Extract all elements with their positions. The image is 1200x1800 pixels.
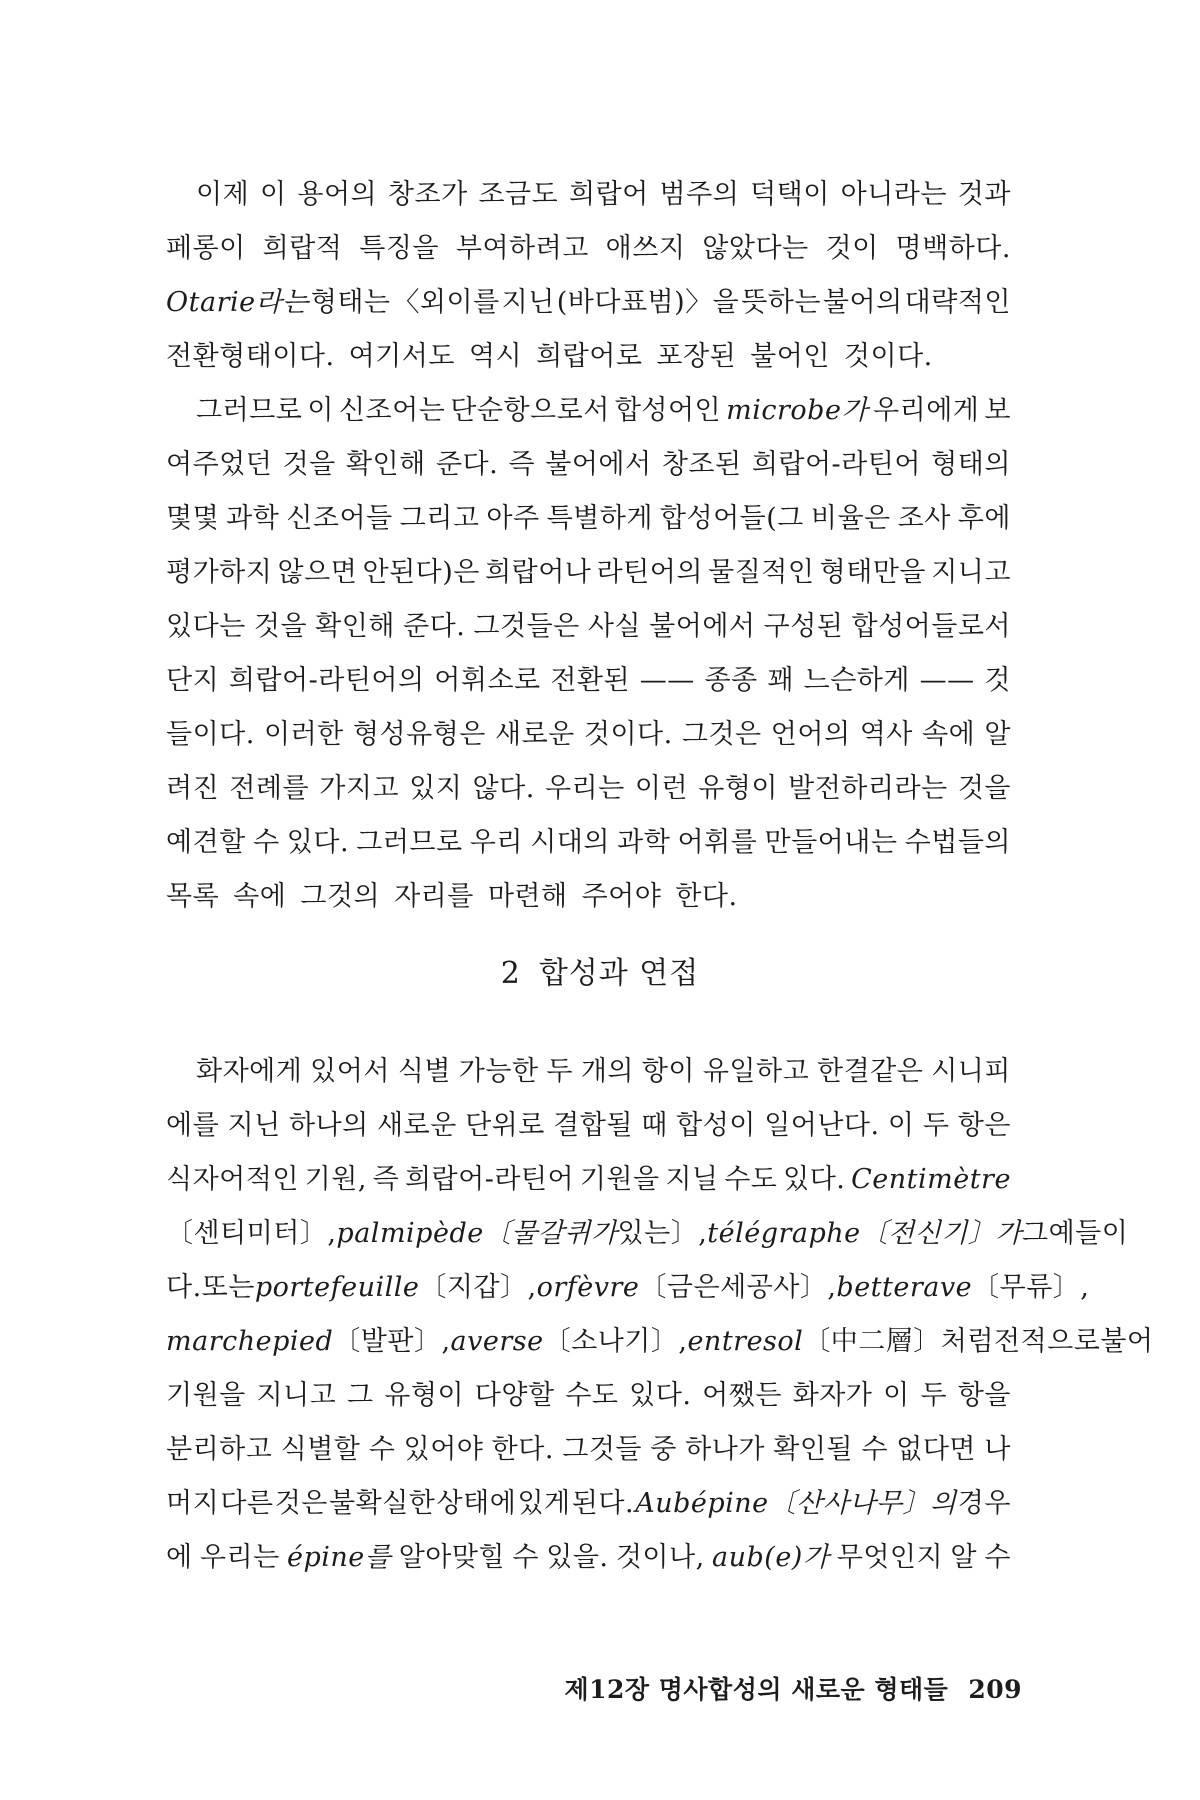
- text-line: [166, 762, 1011, 816]
- word: 예견할: [166, 827, 246, 858]
- word: 들이다.: [166, 719, 255, 750]
- word: 지닌: [501, 287, 555, 318]
- word: 희랍어: [569, 179, 649, 210]
- word: 자리를: [394, 881, 474, 912]
- word: 평가하지: [166, 557, 273, 588]
- word: 형태만을: [819, 557, 926, 588]
- word: 지니고: [256, 1380, 337, 1411]
- word: 부여하려고: [455, 233, 589, 264]
- word: 속에: [922, 719, 976, 750]
- word: 형성유형은: [352, 719, 486, 750]
- word: 것이다.: [843, 341, 933, 372]
- word: 이: [307, 395, 334, 426]
- word: entresol: [687, 1326, 804, 1357]
- word: 목록: [166, 881, 220, 912]
- word: 수: [861, 1434, 888, 1465]
- word: 아니라는: [840, 179, 947, 210]
- word: 〈외이를: [392, 287, 500, 318]
- word: 합성어인: [614, 395, 722, 426]
- word: 〔센티미터〕,: [166, 1218, 337, 1249]
- word: 시니피: [931, 1056, 1011, 1087]
- word: 사실: [587, 611, 642, 642]
- word: 합성이: [676, 1110, 756, 1141]
- word: 불어의: [822, 287, 903, 318]
- word: 신조어는: [338, 395, 446, 426]
- word: 그: [1022, 1218, 1049, 1249]
- word: 새로운: [377, 1110, 457, 1141]
- word: 그것의: [300, 881, 381, 912]
- word: 있어야: [403, 1434, 484, 1465]
- word: 알아맞힐: [398, 1542, 506, 1573]
- text-line: [166, 600, 1011, 654]
- word: 있다.: [629, 1380, 692, 1411]
- word: 수: [368, 1434, 396, 1465]
- word: 수: [252, 827, 280, 858]
- word: 두: [920, 1380, 948, 1411]
- word: 그것들: [562, 1434, 642, 1465]
- word: 유일하고: [702, 1056, 810, 1087]
- word: 특별하게: [546, 503, 653, 534]
- word: 것을: [957, 773, 1011, 804]
- section-number: 2: [500, 956, 521, 991]
- text-line: [166, 1261, 1090, 1315]
- word: 그리고: [399, 503, 480, 534]
- chapter-title: 제12장 명사합성의 새로운 형태들: [564, 1675, 949, 1704]
- text-line: [166, 384, 1011, 438]
- page-number: 209: [968, 1675, 1022, 1704]
- word: 수도: [724, 1164, 778, 1195]
- word: 〔지갑〕,: [419, 1272, 537, 1303]
- word: 에: [166, 1542, 193, 1573]
- word: 지니고: [931, 557, 1011, 588]
- word: 후에: [957, 503, 1011, 534]
- word: 경우: [957, 1488, 1011, 1519]
- word: 형태는: [310, 287, 391, 318]
- word: Otarie라는: [166, 287, 309, 318]
- word: 것이다.: [583, 719, 673, 750]
- word: orfèvre: [536, 1272, 640, 1303]
- word: 특징을: [359, 233, 439, 264]
- word: 조사: [897, 503, 951, 534]
- word: 개의: [580, 1056, 634, 1087]
- word: 지닐: [665, 1164, 719, 1195]
- word: 수도: [565, 1380, 619, 1411]
- text-line: [166, 1045, 1011, 1099]
- word: 일어난다.: [764, 1110, 880, 1141]
- text-line: [166, 546, 1011, 600]
- word: 머지: [166, 1488, 220, 1519]
- word: 것: [984, 665, 1011, 696]
- word: 있다는: [166, 611, 246, 642]
- word: 에를: [166, 1110, 220, 1141]
- word: 단지: [166, 665, 220, 696]
- word: 하나의: [288, 1110, 369, 1141]
- word: 이: [887, 1110, 915, 1141]
- section-heading: [0, 948, 1200, 992]
- word: 전례를: [229, 773, 310, 804]
- word: 있는〕,: [617, 1218, 708, 1249]
- word: 기원을: [579, 1164, 660, 1195]
- word: 만들어내는: [764, 827, 898, 858]
- word: 무엇인지: [836, 1542, 944, 1573]
- word: betterave: [836, 1272, 973, 1303]
- word: 분리하고: [166, 1434, 273, 1465]
- word: 과학: [226, 503, 280, 534]
- word: 라틴어의: [596, 557, 703, 588]
- word: 것은: [274, 1488, 328, 1519]
- word: 화자가: [792, 1380, 873, 1411]
- word: averse: [450, 1326, 544, 1357]
- word: 식자어적인: [166, 1164, 299, 1195]
- word: 단위로: [465, 1110, 545, 1141]
- word: aub(e)가: [712, 1542, 830, 1573]
- word: 식별할: [280, 1434, 361, 1465]
- text-line: [166, 1531, 1011, 1585]
- word: 것이: [825, 233, 879, 264]
- word: 불어에서: [649, 611, 756, 642]
- word: (바다표범)〉을: [556, 287, 740, 318]
- word: 안된다)은: [362, 557, 480, 588]
- word: 어휘를: [677, 827, 758, 858]
- word: 화자에게: [196, 1056, 303, 1087]
- word: 기원을: [166, 1380, 246, 1411]
- word: 상태에: [436, 1488, 517, 1519]
- word: portefeuille: [254, 1272, 420, 1303]
- word: 다양할: [474, 1380, 555, 1411]
- section-title: 합성과 연접: [538, 956, 700, 991]
- word: 그것은: [681, 719, 762, 750]
- word: 이러한: [264, 719, 344, 750]
- word: 항을: [957, 1380, 1011, 1411]
- word: 항이: [641, 1056, 695, 1087]
- word: 기원,: [304, 1164, 367, 1195]
- word: télégraphe〔전신기〕가: [707, 1218, 1022, 1249]
- word: 희랍어-라틴어의: [228, 665, 425, 696]
- paragraph-block-2: [166, 1045, 1154, 1585]
- word: 단순항으로서: [450, 395, 610, 426]
- word: 페롱이: [166, 233, 246, 264]
- word: 〔금은: [639, 1272, 721, 1303]
- word: 않았다는: [702, 233, 809, 264]
- word: 그러므로: [196, 395, 303, 426]
- word: 명백하다.: [895, 233, 1011, 264]
- word: 이: [259, 179, 287, 210]
- word: 다른: [220, 1488, 274, 1519]
- word: 비율은: [810, 503, 891, 534]
- word: 있다.: [783, 1164, 846, 1195]
- text-line: [166, 438, 1011, 492]
- word: 수: [512, 1542, 539, 1573]
- text-line: [166, 222, 1011, 276]
- word: 종종: [704, 665, 758, 696]
- word: 발전하리라는: [788, 773, 948, 804]
- paragraph-block-1: [166, 168, 1011, 924]
- text-line: [166, 1423, 1011, 1477]
- word: 가지고: [319, 773, 400, 804]
- word: marchepied: [166, 1326, 334, 1357]
- word: 않다.: [472, 773, 535, 804]
- word: 창조가: [387, 179, 468, 210]
- word: 식별: [397, 1056, 451, 1087]
- word: 그러므로: [356, 827, 463, 858]
- word: 불확실한: [329, 1488, 436, 1519]
- text-line: [166, 1207, 1129, 1261]
- word: 희랍적: [262, 233, 343, 264]
- word: 우리는: [544, 773, 625, 804]
- word: 항은: [957, 1110, 1011, 1141]
- word: ——: [919, 665, 975, 696]
- word: 확인해: [345, 449, 426, 480]
- word: 중: [650, 1434, 677, 1465]
- word: 여기서도: [348, 341, 455, 372]
- word: 애쓰지: [605, 233, 686, 264]
- word: 역시: [468, 341, 523, 372]
- word: 려진: [166, 773, 220, 804]
- text-line: [166, 1099, 1011, 1153]
- text-line: [166, 870, 1011, 924]
- word: 우리: [469, 827, 523, 858]
- word: 창조된: [661, 449, 742, 480]
- word: 유형이: [384, 1380, 465, 1411]
- word: 가능한: [458, 1056, 539, 1087]
- word: 과학: [617, 827, 671, 858]
- word: Centimètre: [851, 1164, 1011, 1195]
- word: 이: [883, 1380, 910, 1411]
- word: 이런: [634, 773, 689, 804]
- word: 있다.: [286, 827, 350, 858]
- word: 어휘소로: [434, 665, 541, 696]
- word: 것을: [253, 611, 308, 642]
- word: 희랍어나: [485, 557, 592, 588]
- word: 언어의: [770, 719, 851, 750]
- word: 대략적인: [904, 287, 1011, 318]
- word: 또는: [201, 1272, 255, 1303]
- word: 포장된: [656, 341, 737, 372]
- word: 세공사〕,: [720, 1272, 837, 1303]
- text-line: [166, 168, 1011, 222]
- word: Aubépine〔산사나무〕의: [635, 1488, 957, 1519]
- text-line: [166, 276, 1011, 330]
- word: 예들이: [1048, 1218, 1129, 1249]
- word: 느슨하게: [803, 665, 910, 696]
- word: 다.: [166, 1272, 202, 1303]
- word: 몇몇: [166, 503, 220, 534]
- word: 알: [984, 719, 1011, 750]
- word: 이제: [196, 179, 250, 210]
- word: 것을: [282, 449, 336, 480]
- word: 것과: [957, 179, 1011, 210]
- word: 것이나,: [615, 1542, 705, 1573]
- word: 우리에게: [873, 395, 980, 426]
- word: 유형이: [698, 773, 778, 804]
- word: 어쨌든: [702, 1380, 782, 1411]
- word: 그: [346, 1380, 374, 1411]
- word: 준다.: [435, 449, 499, 480]
- word: 수법들의: [904, 827, 1011, 858]
- word: 구성된: [763, 611, 844, 642]
- word: 있게: [517, 1488, 571, 1519]
- word: 준다.: [403, 611, 466, 642]
- word: 새로운: [494, 719, 575, 750]
- text-line: [166, 654, 1011, 708]
- word: 전적으로: [993, 1326, 1101, 1357]
- word: 신조어들: [286, 503, 393, 534]
- word: palmipède〔물갈퀴가: [336, 1218, 618, 1249]
- word: 희랍어로: [536, 341, 643, 372]
- word: 합성어들(그: [659, 503, 804, 534]
- word: 〔中二層〕처럼: [803, 1326, 994, 1357]
- text-line: [166, 1153, 1011, 1207]
- word: 있을.: [546, 1542, 609, 1573]
- word: 우리는: [199, 1542, 280, 1573]
- word: 수: [984, 1542, 1011, 1573]
- word: 때: [641, 1110, 668, 1141]
- word: 형태의: [931, 449, 1011, 480]
- word: 한다.: [491, 1434, 554, 1465]
- word: 그것들은: [473, 611, 580, 642]
- word: microbe가: [726, 395, 869, 426]
- word: 두: [546, 1056, 573, 1087]
- word: 된다.: [571, 1488, 635, 1519]
- word: 범주의: [659, 179, 740, 210]
- word: 불어인: [750, 341, 830, 372]
- word: 불어에서: [545, 449, 652, 480]
- word: épine를: [287, 1542, 392, 1573]
- text-line: [166, 708, 1011, 762]
- word: 알: [950, 1542, 977, 1573]
- word: 조금도: [478, 179, 559, 210]
- word: 뜻하는: [741, 287, 821, 318]
- word: 결합될: [553, 1110, 633, 1141]
- word: 주어야: [581, 881, 662, 912]
- word: 〔발판〕,: [333, 1326, 451, 1357]
- word: 희랍어-라틴어: [404, 1164, 575, 1195]
- word: 전환형태이다.: [166, 341, 335, 372]
- word: 지닌: [227, 1110, 281, 1141]
- word: 불어: [1100, 1326, 1154, 1357]
- text-line: [166, 1315, 1154, 1369]
- word: 즉: [508, 449, 536, 480]
- word: 한다.: [675, 881, 738, 912]
- word: 있어서: [310, 1056, 390, 1087]
- word: 시대의: [530, 827, 610, 858]
- word: 확인될: [773, 1434, 854, 1465]
- word: 덕택이: [750, 179, 830, 210]
- word: 꽤: [767, 665, 794, 696]
- word: 아주: [486, 503, 540, 534]
- word: 〔소나기〕,: [543, 1326, 688, 1357]
- word: 물질적인: [708, 557, 815, 588]
- word: 않으면: [277, 557, 358, 588]
- running-footer: [564, 1670, 1022, 1706]
- word: 하나가: [685, 1434, 765, 1465]
- word: 마련해: [487, 881, 568, 912]
- text-line: [166, 330, 1011, 384]
- word: 나: [984, 1434, 1011, 1465]
- word: 한결같은: [817, 1056, 924, 1087]
- word: 합성어들로서: [851, 611, 1011, 642]
- word: 희랍어-라틴어: [751, 449, 921, 480]
- word: ——: [639, 665, 695, 696]
- text-line: [166, 492, 1011, 546]
- word: 전환된: [550, 665, 631, 696]
- word: 역사: [859, 719, 913, 750]
- word: 있지: [409, 773, 463, 804]
- word: 즉: [372, 1164, 400, 1195]
- word: 〔무류〕,: [972, 1272, 1090, 1303]
- text-line: [166, 816, 1011, 870]
- word: 확인해: [315, 611, 395, 642]
- word: 두: [922, 1110, 950, 1141]
- word: 보: [984, 395, 1011, 426]
- word: 여주었던: [166, 449, 273, 480]
- word: 없다면: [896, 1434, 976, 1465]
- text-line: [166, 1477, 1011, 1531]
- text-line: [166, 1369, 1011, 1423]
- word: 속에: [233, 881, 287, 912]
- word: 용어의: [297, 179, 378, 210]
